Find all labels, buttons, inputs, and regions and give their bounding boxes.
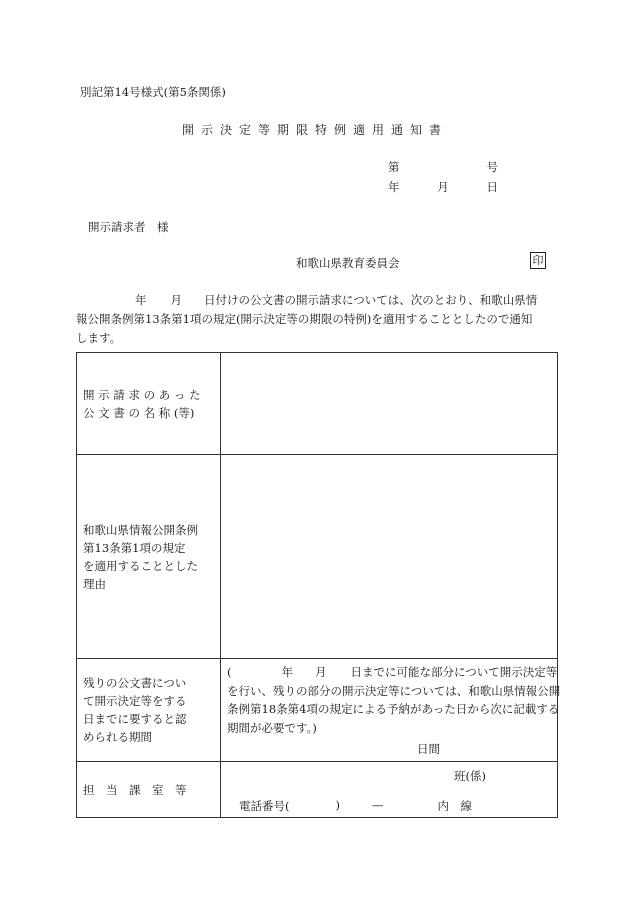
period-field[interactable] xyxy=(221,659,561,762)
period-label-line-1: 残りの公文書につい xyxy=(83,676,187,690)
form-number: 別記第14号様式(第5条関係) xyxy=(80,85,226,99)
notice-body xyxy=(76,291,560,348)
phone-number-row xyxy=(239,798,472,814)
phone-label: 電話番号( xyxy=(239,799,290,813)
period-line-1-text: 日までに可能な部分について開示決定等 xyxy=(350,665,558,679)
phone-close-paren: ) xyxy=(335,798,340,812)
seal-mark: 印 xyxy=(530,252,546,269)
period-label-line-2: て開示決定等をする xyxy=(83,694,187,708)
reason-label-line-2: 第13条第1項の規定 xyxy=(83,540,186,555)
table-row-document-name xyxy=(77,353,558,455)
body-month: 月 xyxy=(170,293,182,307)
period-line-3: 条例第18条第4項の規定による予納があった日から次に記載する xyxy=(227,702,560,716)
reason-label xyxy=(77,455,221,659)
body-line-3: します。 xyxy=(76,331,122,345)
body-line-1-text: 日付けの公文書の開示請求については、次のとおり、和歌山県情 xyxy=(204,293,538,307)
period-line-4: 期間が必要です。) xyxy=(227,720,317,735)
period-text xyxy=(227,663,561,737)
department-field[interactable] xyxy=(221,762,558,818)
period-line-1 xyxy=(227,663,558,682)
number-suffix: 号 xyxy=(486,160,498,174)
date-year: 年 xyxy=(388,180,400,194)
extension-label: 内 線 xyxy=(437,799,472,813)
section-name: 班(係) xyxy=(454,769,486,783)
document-number-line xyxy=(388,159,498,175)
period-label-line-3: 日までに要すると認 xyxy=(83,712,187,726)
period-open-paren: ( xyxy=(227,665,232,679)
document-name-field[interactable] xyxy=(221,353,558,455)
table-row-department xyxy=(77,762,558,818)
period-days: 日間 xyxy=(417,742,440,756)
document-name-label-line-2: 公 文 書 の 名 称 (等) xyxy=(83,405,195,420)
document-date-line xyxy=(388,179,498,195)
period-year: 年 xyxy=(281,665,293,679)
issuer-name: 和歌山県教育委員会 xyxy=(296,256,400,270)
phone-dash: — xyxy=(372,798,384,812)
period-month: 月 xyxy=(315,665,327,679)
reason-field[interactable] xyxy=(221,455,558,659)
reason-label-line-3: を適用することとした xyxy=(83,558,198,573)
period-line-2: を行い、残りの部分の開示決定等については、和歌山県情報公開 xyxy=(227,683,561,698)
notice-form-table xyxy=(76,352,561,818)
body-line-2: 報公開条例第13条第1項の規定(開示決定等の期限の特例)を適用することとしたので通知 xyxy=(76,312,533,326)
document-title: 開示決定等期限特例適用通知書 xyxy=(181,123,448,137)
table-row-reason xyxy=(77,455,558,659)
body-line-1 xyxy=(76,291,560,310)
period-label-line-4: められる期間 xyxy=(83,730,152,744)
period-label xyxy=(77,659,221,762)
reason-label-line-1: 和歌山県情報公開条例 xyxy=(83,522,198,537)
reason-label-line-4: 理由 xyxy=(83,576,106,591)
date-month: 月 xyxy=(437,180,449,194)
body-year: 年 xyxy=(135,293,147,307)
date-day: 日 xyxy=(486,180,498,194)
number-prefix: 第 xyxy=(388,160,400,174)
department-label: 担 当 課 室 等 xyxy=(77,762,221,818)
table-row-period xyxy=(77,659,558,762)
document-name-label xyxy=(77,353,221,455)
document-name-label-line-1: 開 示 請 求 の あ っ た xyxy=(83,387,201,402)
addressee: 開示請求者 様 xyxy=(88,220,169,234)
